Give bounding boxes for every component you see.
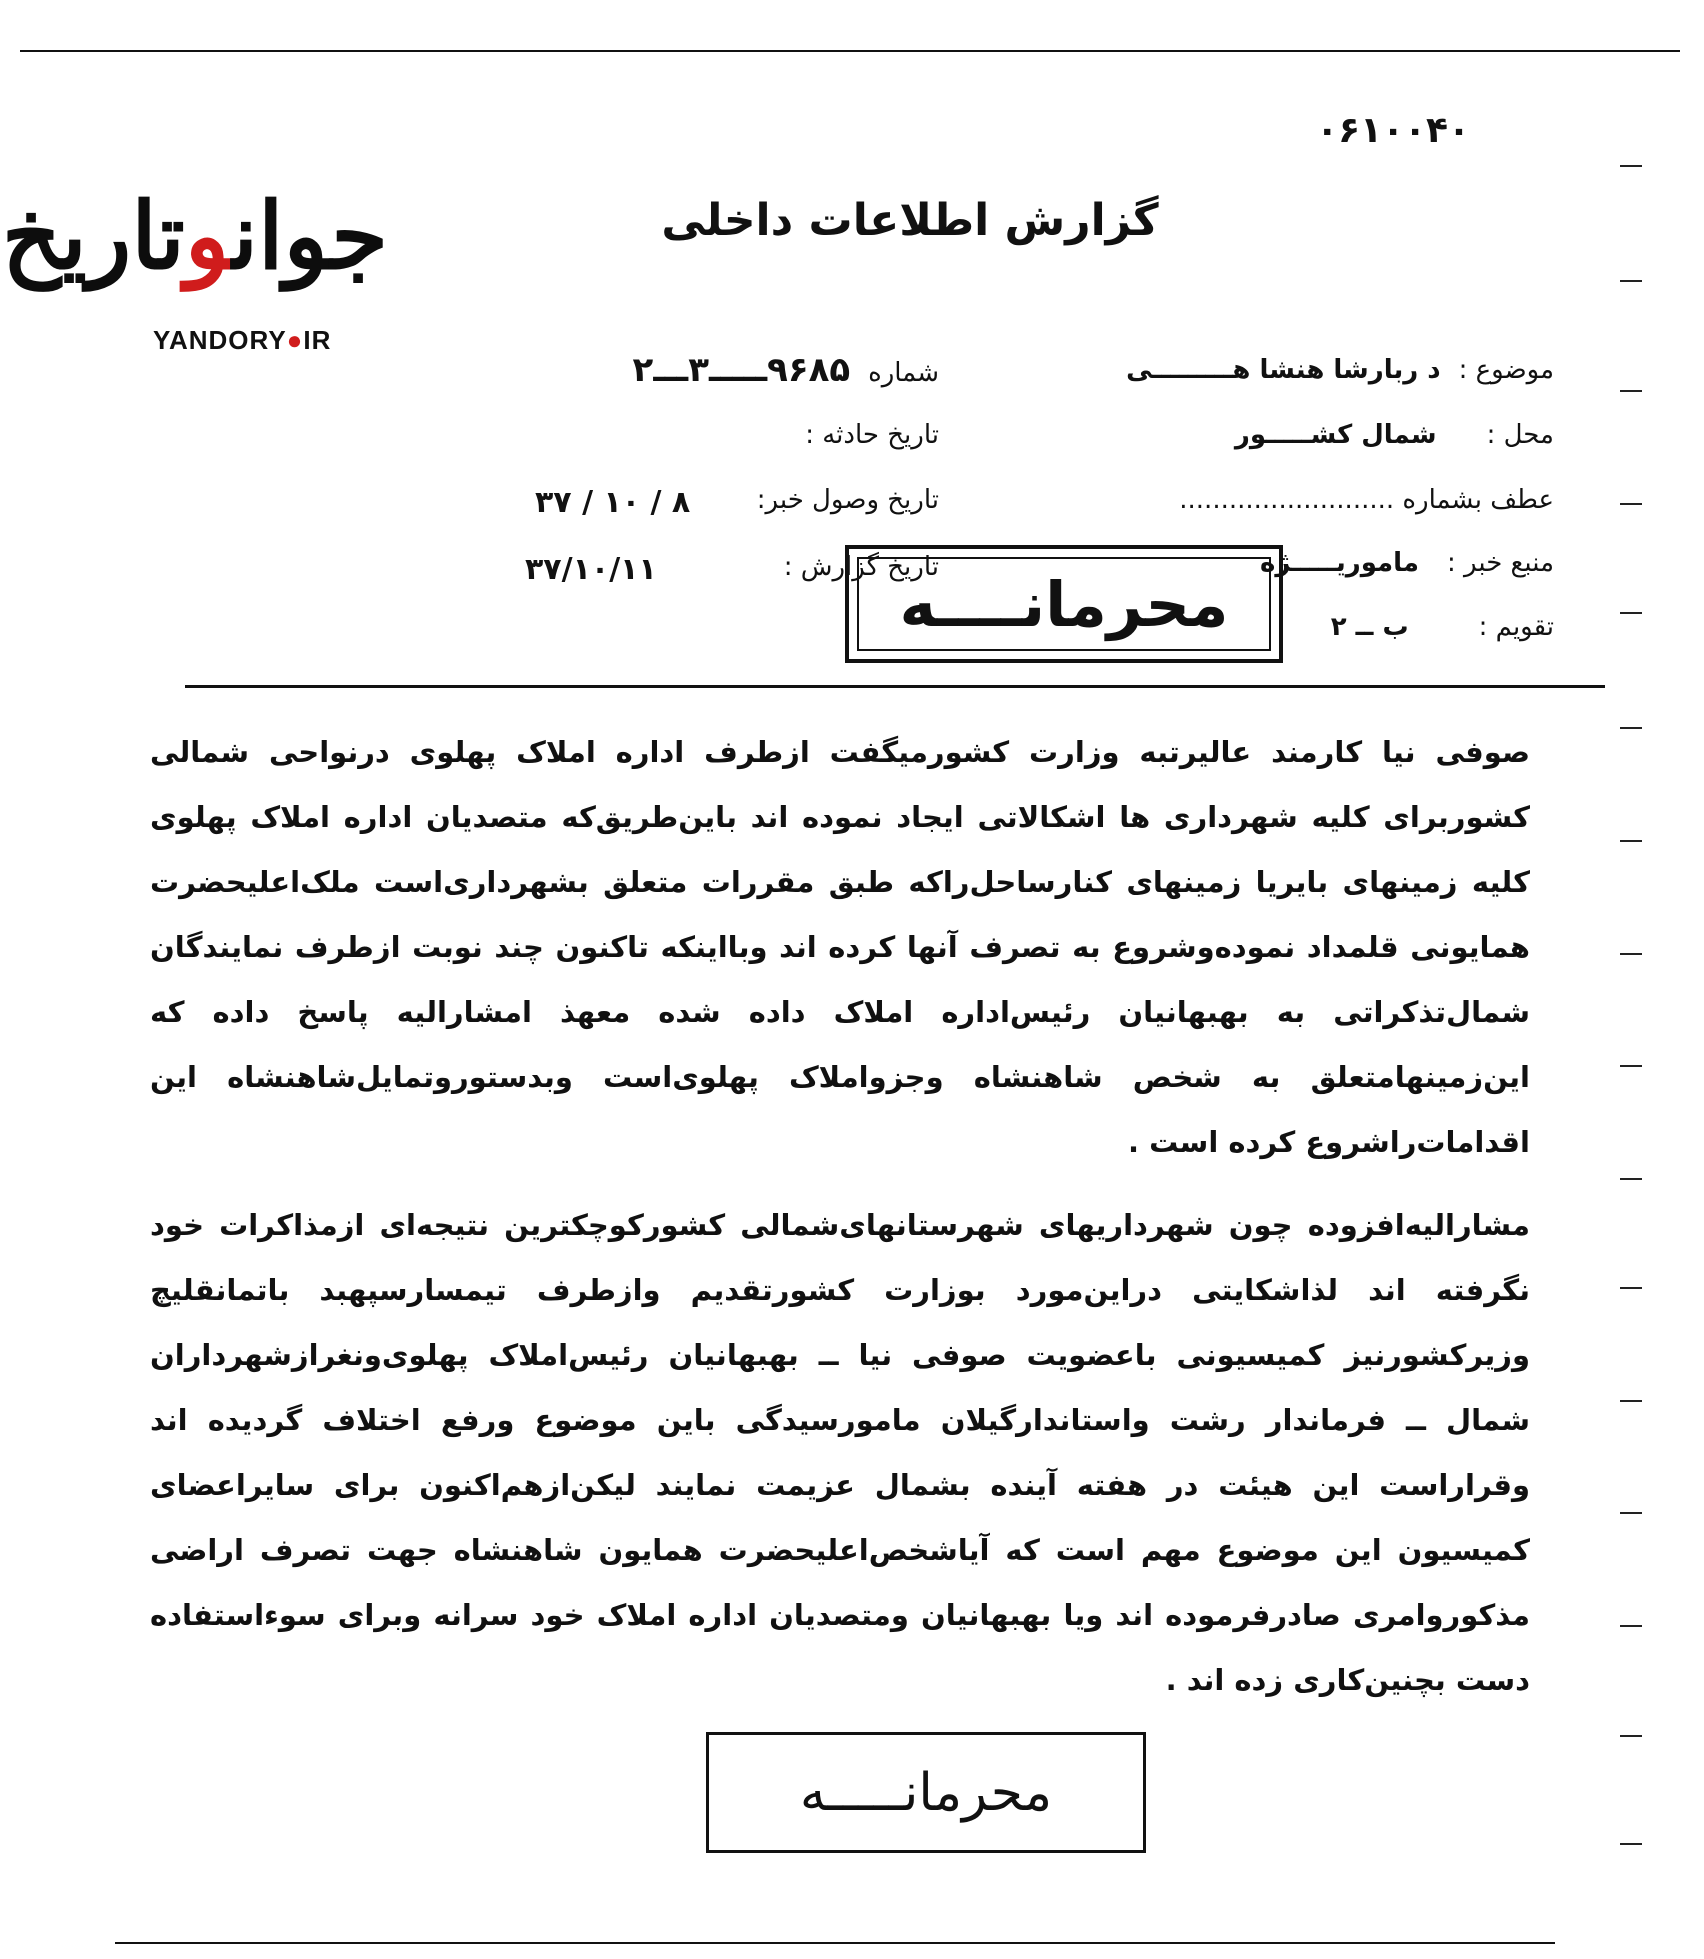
assessment-field: تقویم :ب ــ ۲ — [1330, 612, 1554, 642]
bottom-edge-line — [115, 1942, 1555, 1944]
top-rule — [20, 50, 1680, 52]
confidential-stamp-bottom: محرمانـــــه — [706, 1732, 1146, 1853]
header-divider — [185, 685, 1605, 688]
receipt-date-value: ۳۷ / ۱۰ / ۸ — [535, 485, 691, 520]
report-date-field: تاریخ گزارش : — [783, 552, 939, 582]
body-paragraph-1: صوفی نیا کارمند عالیرتبه وزارت کشورمیگفت ازطرف اداره املاک پهلوی درنواحی شمالی کشوربرای کلیه شهرداری ها اشکالاتی ایجاد نموده اند باین‌طریق‌که متصدیان اداره املاک پهلوی کلیه زمینهای بایریا زمینهای کنارساحل‌راکه طبق مقررات متعلق بشهرداری‌است ملک‌اعلیحضرت همایونی قلمداد نموده‌وشروع به تصرف آنها کرده اند وبااینکه تاکنون چند نوبت ازطرف نمایندگان شمال‌تذکراتی به بهبهانیان رئیس‌اداره املاک داده شده معهذ امشارالیه پاسخ داده که این‌زمینها‌متعلق به شخص شاهنشاه وجزواملاک پهلوی‌است وبدستوروتمایل‌شاهنشاه این اقدامات‌راشروع کرده است . — [150, 735, 1530, 1159]
number-field: شماره۹۶۸۵ـــــ۳ـــ۲ — [632, 350, 939, 390]
site-logo — [1, 180, 388, 380]
body-paragraph-2: مشارالیه‌افزوده چون شهرداریهای شهرستانهای‌شمالی کشورکوچکترین نتیجه‌ای ازمذاکرات خود نگرفته اند لذاشکایتی دراین‌مورد بوزارت کشورتقدیم وازطرف تیمسارسپهبد باتمانقلیچ وزیرکشورنیز کمیسیونی باعضویت صوفی نیا ــ بهبهانیان رئیس‌املاک پهلوی‌ونغرازشهرداران شمال ــ فرماندار رشت واستاندارگیلان مامورسیدگی باین موضوع ورفع اختلاف گردیده اند وقراراست این هیئت در هفته آینده بشمال عزیمت نمایند لیکن‌ازهم‌اکنون برای سایراعضای کمیسیون این موضوع مهم است که آیاشخص‌اعلیحضرت همایون شاهنشاه جهت تصرف اراضی مذکوروامری صادرفرموده اند ویا بهبهانیان ومتصدیان اداره املاک خود سرانه وبرای سوءاستفاده دست بچنین‌کاری زده اند . — [150, 1208, 1530, 1697]
location-field: محل :شمال کشـــــور — [1234, 420, 1554, 450]
reference-field: عطف بشماره .......................... — [1179, 485, 1554, 515]
document-title: گزارش اطلاعات داخلی — [661, 195, 1159, 246]
report-body — [150, 720, 1530, 1713]
report-date-value: ۳۷/۱۰/۱۱ — [525, 552, 657, 587]
document-number: ۰۶۱۰۰۴۰ — [1316, 110, 1470, 151]
subject-field: موضوع :د ربارشا هنشا هـــــــــی — [1126, 355, 1554, 385]
logo-wordmark: جوانوتاریخ — [1, 182, 388, 290]
incident-date-field: تاریخ حادثه : — [805, 420, 939, 450]
logo-url: YANDORY●IR — [153, 325, 332, 355]
source-field: منبع خبر :ماموریـــــژه — [1260, 548, 1554, 578]
confidential-stamp: محرمانــــه — [845, 545, 1283, 663]
receipt-date-field: تاریخ وصول خبر: — [756, 485, 939, 515]
